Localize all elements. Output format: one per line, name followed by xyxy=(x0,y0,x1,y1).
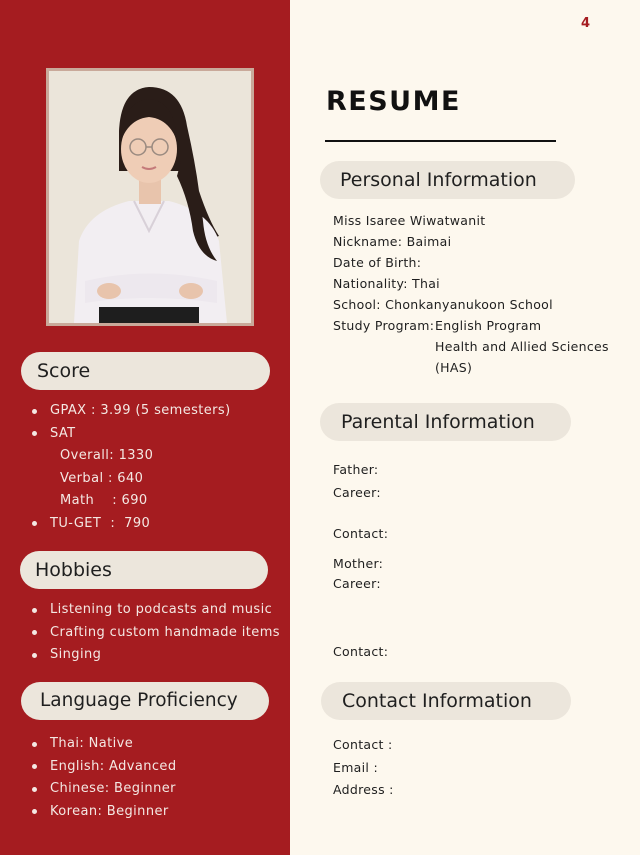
list-item: TU-GET : 790 xyxy=(32,513,231,536)
personal-program-label: Study Program: xyxy=(333,318,435,333)
language-heading: Language Proficiency xyxy=(21,682,269,720)
list-item: GPAX : 3.99 (5 semesters) xyxy=(32,400,231,423)
title-divider xyxy=(325,140,556,142)
page-title: RESUME xyxy=(326,86,461,117)
contact-heading: Contact Information xyxy=(321,682,571,720)
personal-school: School: Chonkanyanukoon School xyxy=(333,297,553,312)
list-item: Listening to podcasts and music xyxy=(32,599,280,622)
personal-program-line3: (HAS) xyxy=(435,360,473,375)
father-label: Father: xyxy=(333,462,379,477)
personal-program-line1: English Program xyxy=(435,318,542,333)
mother-label: Mother: xyxy=(333,556,384,571)
father-contact: Contact: xyxy=(333,526,389,541)
list-item: SAT xyxy=(32,423,231,446)
personal-program-line2: Health and Allied Sciences xyxy=(435,339,609,354)
personal-name: Miss Isaree Wiwatwanit xyxy=(333,213,486,228)
contact-address: Address : xyxy=(333,782,394,797)
list-item: Singing xyxy=(32,644,280,667)
personal-nationality: Nationality: Thai xyxy=(333,276,440,291)
list-item: Overall: 1330 xyxy=(60,448,154,463)
list-item: English: Advanced xyxy=(32,756,176,779)
parental-heading: Parental Information xyxy=(320,403,571,441)
contact-phone: Contact : xyxy=(333,737,393,752)
score-heading: Score xyxy=(21,352,270,390)
score-list xyxy=(32,400,231,535)
list-item: Verbal : 640 xyxy=(60,470,144,486)
language-list xyxy=(32,733,176,823)
profile-photo xyxy=(46,68,254,326)
list-item: Math : 690 xyxy=(60,493,148,508)
page-number: 4 xyxy=(580,16,590,31)
list-item: Korean: Beginner xyxy=(32,801,176,824)
hobbies-list xyxy=(32,599,280,667)
hobbies-heading: Hobbies xyxy=(20,551,268,589)
list-item: Crafting custom handmade items xyxy=(32,622,280,645)
personal-heading: Personal Information xyxy=(320,161,575,199)
personal-dob: Date of Birth: xyxy=(333,255,422,270)
mother-contact: Contact: xyxy=(333,644,389,659)
list-item: Chinese: Beginner xyxy=(32,778,176,801)
list-item: Thai: Native xyxy=(32,733,176,756)
personal-nickname: Nickname: Baimai xyxy=(333,234,452,249)
father-career: Career: xyxy=(333,485,381,500)
mother-career: Career: xyxy=(333,576,381,591)
contact-email: Email : xyxy=(333,760,378,775)
